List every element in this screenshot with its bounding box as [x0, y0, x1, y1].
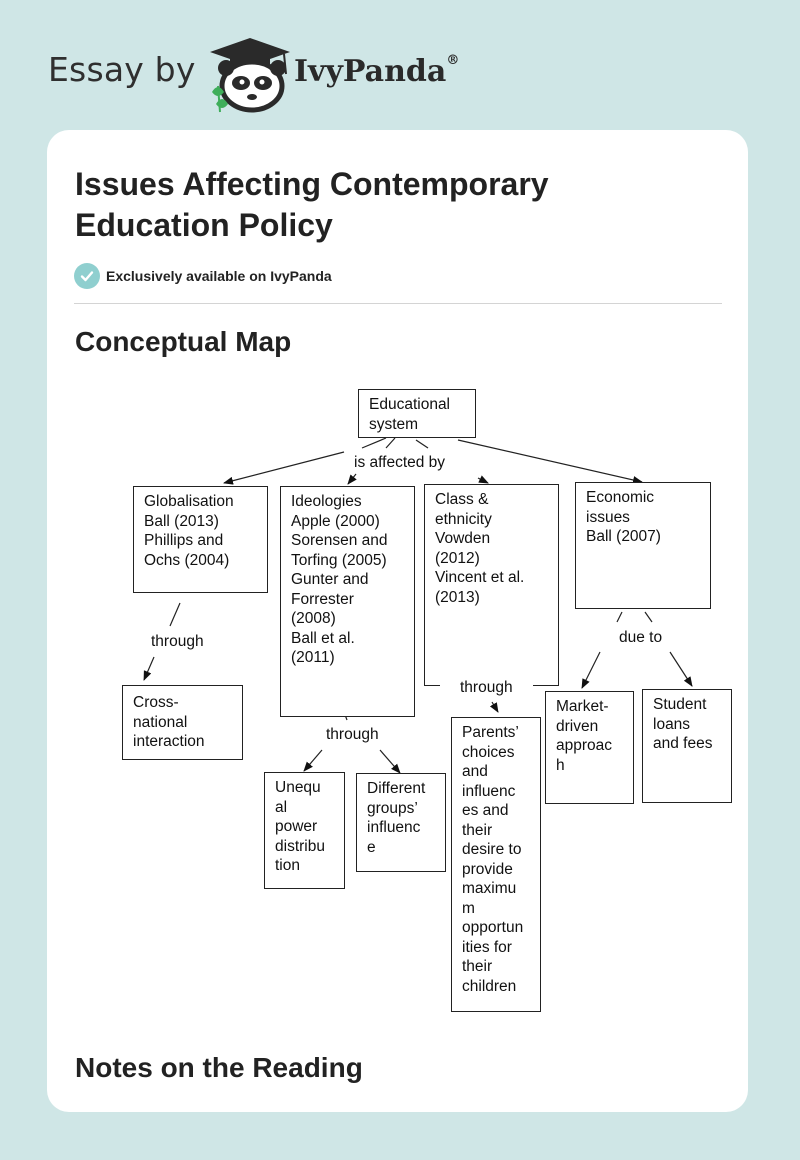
arrow-to-cross-national [144, 657, 154, 680]
node-ideologies: Ideologies Apple (2000) Sorensen and Torfing (2005) Gunter and Forrester (2008) Ball et al. (2011) [280, 486, 415, 717]
node-unequal-power: Unequ al power distribu tion [264, 772, 345, 889]
label-due-to: due to [619, 629, 663, 646]
connector-root-mid [386, 438, 395, 448]
arrow-to-market-driven [582, 652, 600, 688]
arrow-to-student-loans [670, 652, 692, 686]
arrow-to-ideologies [348, 474, 356, 484]
arrow-to-economic [458, 440, 642, 482]
arrow-to-class [478, 478, 488, 483]
arrow-to-unequal-power [304, 750, 322, 771]
arrow-to-parents [492, 702, 498, 712]
connector-economic-left [617, 612, 622, 622]
connector-economic-right [645, 612, 652, 622]
node-educational-system: Educational system [358, 389, 476, 438]
node-parents-choices: Parents’ choices and influenc es and their desire to provide maximu m opportun ities for their children [451, 717, 541, 1012]
node-different-groups: Different groups’ influenc e [356, 773, 446, 872]
arrow-to-globalisation [224, 452, 344, 483]
connector-globalisation-through [170, 603, 180, 626]
node-economic-issues: Economic issues Ball (2007) [575, 482, 711, 609]
node-student-loans: Student loans and fees [642, 689, 732, 803]
exclusive-text: Exclusively available on IvyPanda [106, 268, 332, 284]
connector-root-right [416, 440, 428, 448]
label-class-through: through [440, 678, 533, 697]
label-ideologies-through: through [326, 726, 379, 743]
registered-mark: ® [446, 53, 460, 68]
label-globalisation-through: through [151, 633, 204, 650]
node-globalisation: Globalisation Ball (2013) Phillips and Ochs (2004) [133, 486, 268, 593]
node-cross-national: Cross- national interaction [122, 685, 243, 760]
node-market-driven: Market- driven approac h [545, 691, 634, 804]
page-title: Issues Affecting Contemporary Education Policy [75, 166, 549, 243]
section-title-conceptual-map: Conceptual Map [75, 326, 292, 357]
section-title-notes: Notes on the Reading [75, 1052, 363, 1083]
connector-root-left [362, 438, 386, 448]
node-class-ethnicity: Class & ethnicity Vowden (2012) Vincent et al. (2013) [424, 484, 559, 686]
arrow-to-different-groups [380, 750, 400, 773]
label-is-affected-by: is affected by [354, 454, 446, 471]
brand-name-text: IvyPanda [294, 54, 447, 89]
brand-prefix: Essay by [48, 50, 196, 89]
